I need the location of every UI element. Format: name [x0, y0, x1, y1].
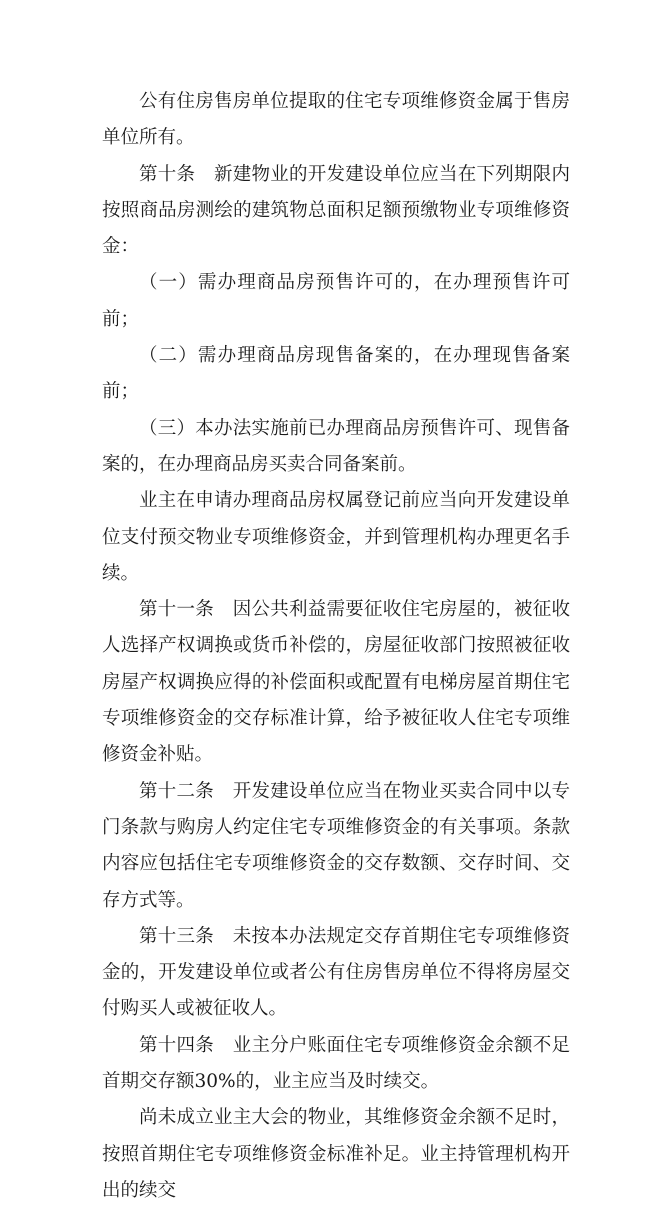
article-13: 第十三条 未按本办法规定交存首期住宅专项维修资金的，开发建设单位或者公有住房售房单位不得将房屋交付购买人或被征收人。 [102, 925, 570, 1020]
document-body [102, 84, 570, 1209]
paragraph-no-owners-assembly: 尚未成立业主大会的物业，其维修资金余额不足时，按照首期住宅专项维修资金标准补足。业主持管理机构开出的续交 [102, 1107, 570, 1201]
article-10-item-2: （二）需办理商品房现售备案的，在办理现售备案前； [102, 345, 570, 403]
article-12: 第十二条 开发建设单位应当在物业买卖合同中以专门条款与购房人约定住宅专项维修资金的有关事项。条款内容应包括住宅专项维修资金的交存数额、交存时间、交存方式等。 [102, 780, 570, 911]
article-10-item-3: （三）本办法实施前已办理商品房预售许可、现售备案的，在办理商品房买卖合同备案前。 [102, 417, 570, 475]
paragraph-1: 公有住房售房单位提取的住宅专项维修资金属于售房单位所有。 [102, 91, 570, 149]
article-10-item-1: （一）需办理商品房预售许可的，在办理预售许可前； [102, 272, 570, 330]
article-10: 第十条 新建物业的开发建设单位应当在下列期限内按照商品房测绘的建筑物总面积足额预缴物业专项维修资金： [102, 163, 570, 258]
article-14: 第十四条 业主分户账面住宅专项维修资金余额不足首期交存额30%的，业主应当及时续交。 [102, 1034, 570, 1093]
paragraph-owner-registration: 业主在申请办理商品房权属登记前应当向开发建设单位支付预交物业专项维修资金，并到管理机构办理更名手续。 [102, 490, 570, 584]
article-11: 第十一条 因公共利益需要征收住宅房屋的，被征收人选择产权调换或货币补偿的，房屋征收部门按照被征收房屋产权调换应得的补偿面积或配置有电梯房屋首期住宅专项维修资金的交存标准计算，给予被征收人住宅专项维修资金补贴。 [102, 599, 570, 766]
